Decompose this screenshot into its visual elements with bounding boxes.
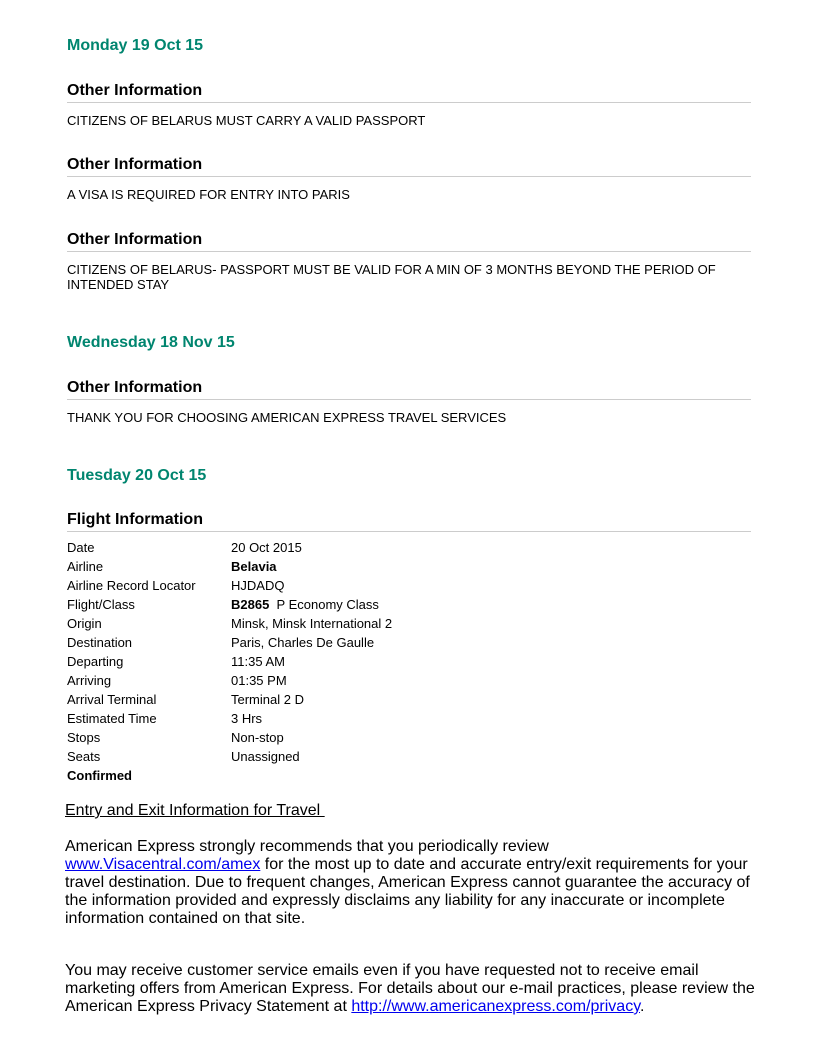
row-value: Terminal 2 D [231, 692, 304, 707]
flight-row-arrival-terminal [67, 692, 392, 711]
section-title: Other Information [67, 231, 751, 252]
flight-class-cell [231, 597, 392, 616]
privacy-text: You may receive customer service emails even if you have requested not to receive email marketing offers from American Express. For details about our e-mail practices, please review the American Express Privacy Statement at [65, 962, 755, 1015]
visacentral-link[interactable]: www.Visacentral.com/amex [65, 856, 261, 873]
flight-row-date [67, 540, 392, 559]
section-title: Other Information [67, 156, 751, 177]
row-value: Paris, Charles De Gaulle [231, 635, 375, 650]
info-text: A VISA IS REQUIRED FOR ENTRY INTO PARIS [67, 187, 350, 202]
row-label: Seats [67, 749, 101, 764]
row-label: Origin [67, 616, 102, 631]
booking-status: Confirmed [67, 768, 132, 783]
flight-row-status [67, 768, 392, 787]
row-label: Date [67, 540, 95, 555]
privacy-paragraph [65, 962, 755, 1016]
row-label: Stops [67, 730, 101, 745]
flight-row-stops [67, 730, 392, 749]
flight-row-flight-class [67, 597, 392, 616]
date-heading: Tuesday 20 Oct 15 [67, 467, 207, 484]
flight-number: B2865 [231, 597, 270, 612]
row-label: Arriving [67, 673, 112, 688]
row-value: 3 Hrs [231, 711, 263, 726]
entry-exit-body: for the most up to date and accurate entry/exit requirements for your travel destination. Due to frequent changes, American Express cannot guarantee the accuracy of the information provided and expressly disclaims any liability for any inaccurate or incomplete information contained on that site. [65, 856, 750, 927]
row-label: Arrival Terminal [67, 692, 157, 707]
row-label: Departing [67, 654, 124, 669]
row-value: Unassigned [231, 749, 300, 764]
date-heading: Monday 19 Oct 15 [67, 37, 204, 54]
class-value: P Economy Class [276, 597, 379, 612]
info-text: THANK YOU FOR CHOOSING AMERICAN EXPRESS TRAVEL SERVICES [67, 410, 507, 425]
privacy-end: . [640, 998, 645, 1015]
row-value: Non-stop [231, 730, 284, 745]
flight-row-destination [67, 635, 392, 654]
privacy-link[interactable]: http://www.americanexpress.com/privacy [351, 998, 641, 1015]
entry-exit-intro: American Express strongly recommends that you periodically review [65, 838, 549, 855]
date-heading: Wednesday 18 Nov 15 [67, 334, 235, 351]
row-value: 20 Oct 2015 [231, 540, 302, 555]
row-label: Destination [67, 635, 133, 650]
row-label: Airline Record Locator [67, 578, 196, 593]
flight-row-seats [67, 749, 392, 768]
row-label: Airline [67, 559, 104, 574]
section-title: Other Information [67, 82, 751, 103]
row-value: 01:35 PM [231, 673, 287, 688]
flight-row-arriving [67, 673, 392, 692]
row-label: Flight/Class [67, 597, 135, 612]
flight-row-airline [67, 559, 392, 578]
info-text: CITIZENS OF BELARUS MUST CARRY A VALID PASSPORT [67, 113, 426, 128]
row-value: HJDADQ [231, 578, 285, 593]
flight-details-table [67, 540, 392, 787]
flight-row-record-locator [67, 578, 392, 597]
row-label: Estimated Time [67, 711, 157, 726]
flight-row-departing [67, 654, 392, 673]
row-value: Minsk, Minsk International 2 [231, 616, 393, 631]
entry-exit-paragraph [65, 838, 755, 928]
flight-row-estimated-time [67, 711, 392, 730]
section-title: Other Information [67, 379, 751, 400]
info-text: CITIZENS OF BELARUS- PASSPORT MUST BE VALID FOR A MIN OF 3 MONTHS BEYOND THE PERIOD OF INTENDED STAY [67, 262, 716, 292]
flight-row-origin [67, 616, 392, 635]
flight-info-title: Flight Information [67, 511, 751, 532]
airline-name: Belavia [231, 559, 277, 574]
entry-exit-heading: Entry and Exit Information for Travel [65, 802, 325, 819]
row-value: 11:35 AM [231, 654, 285, 669]
